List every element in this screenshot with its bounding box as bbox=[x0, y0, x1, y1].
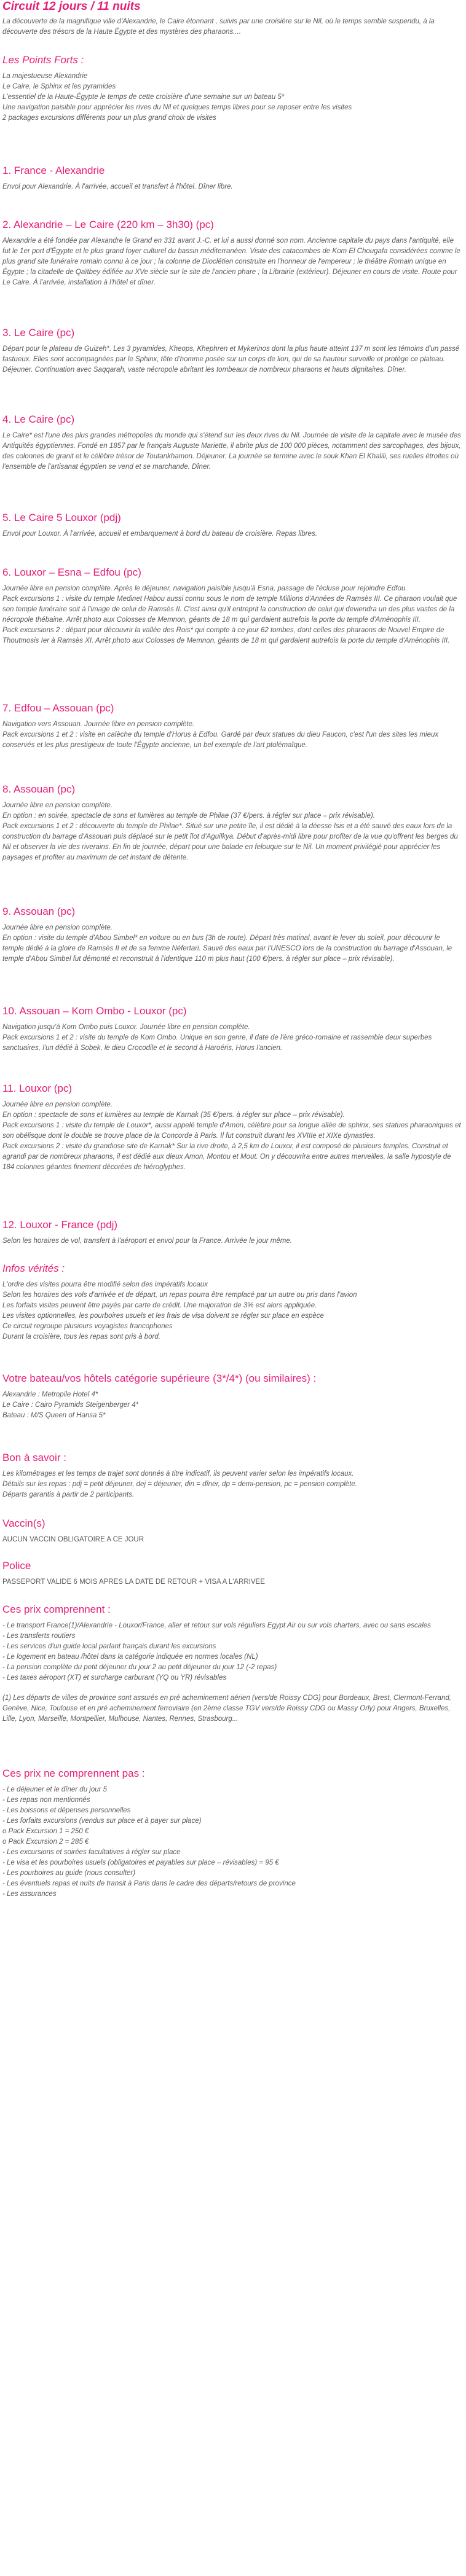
day-paragraph: Le Caire* est l'une des plus grandes métropoles du monde qui s'étend sur les deux rives du Nil. Journée de visite de la capitale avec le musée des Antiquités égyptiennes. Fondé en 1857 par le français Auguste Mariette, il abrite plus de 100 000 pièces, notamment des sarcophages, des bijoux, des colonnes de granit et le célèbre trésor de Toutankhamon. Déjeuner. La journée se termine avec le souk Khan El Khalili, ses ruelles étroites où l'ensemble de l'artisanat égyptien se vend et se marchande. Dîner. bbox=[2, 432, 461, 471]
ne-comprend-pas-section bbox=[2, 1768, 462, 1900]
hotel-line: Le Caire : Cairo Pyramids Steigenberger 4* bbox=[2, 1401, 139, 1409]
hotels-section bbox=[2, 1372, 462, 1421]
infos-line: L'ordre des visites pourra être modifié selon des impératifs locaux bbox=[2, 1281, 208, 1288]
day-paragraph: En option : en soirée, spectacle de sons et lumières au temple de Philae (37 €/pers. à régler sur place – prix révisable). bbox=[2, 812, 375, 820]
day-heading: 12. Louxor - France (pdj) bbox=[2, 1219, 118, 1231]
infos-section bbox=[2, 1263, 462, 1342]
comprend-line: - Les services d'un guide local parlant français durant les excursions bbox=[2, 1643, 216, 1650]
infos-line: Les forfaits visites peuvent être payés par carte de crédit. Une majoration de 3% est alors appliquée. bbox=[2, 1302, 317, 1309]
day-8 bbox=[2, 783, 462, 863]
day-paragraph: Journée libre en pension complète. bbox=[2, 1101, 113, 1108]
hotels-list bbox=[2, 1390, 462, 1421]
ne-comprend-pas-line: - Le visa et les pourboires usuels (obligatoires et payables sur place – révisables) = 95 € bbox=[2, 1859, 279, 1866]
comprend-heading: Ces prix comprennent : bbox=[2, 1603, 111, 1615]
day-paragraph: Pack excursions 1 et 2 : visite en calèche du temple d'Horus à Edfou. Gardé par deux statues du dieu Faucon, c'est l'un des sites les mieux conservés et les plus prestigieux de toute l'Égypte ancienne, un bel exemple de l'art ptolémaïque. bbox=[2, 731, 439, 749]
ne-comprend-pas-list bbox=[2, 1785, 462, 1900]
hotel-line: Bateau : M/S Queen of Hansa 5* bbox=[2, 1412, 106, 1419]
day-11 bbox=[2, 1082, 462, 1173]
day-6 bbox=[2, 566, 462, 646]
points-forts-item: Une navigation paisible pour apprécier les rives du Nil et quelques temps libres pour se reposer entre les visites bbox=[2, 104, 352, 111]
ne-comprend-pas-line: - Les repas non mentionnés bbox=[2, 1796, 90, 1804]
day-1 bbox=[2, 165, 462, 192]
day-paragraph: Pack excursions 1 et 2 : découverte du temple de Philae*. Situé sur une petite île, il est dédié à la déesse Isis et a été sauvé des eaux lors de la construction du barrage d'Assouan puis déplacé sur le petit îlot d'Aguilkya. Début d'après-midi libre pour profiter de la vue qu'offrent les berges du Nil et observer la vie des riverains. En fin de journée, départ pour une balade en felouque sur le Nil. Un moment privilégié pour apprécier les paysages et profiter au maximum de cet instant de détente. bbox=[2, 823, 458, 861]
points-forts-item: L'essentiel de la Haute-Égypte le temps de cette croisière d'une semaine sur un bateau 5* bbox=[2, 93, 285, 101]
day-heading: 8. Assouan (pc) bbox=[2, 783, 76, 795]
ne-comprend-pas-line: - Les pourboires au guide (nous consulter) bbox=[2, 1869, 136, 1877]
comprend-list bbox=[2, 1621, 462, 1683]
day-paragraph: Envol pour Louxor. À l'arrivée, accueil et embarquement à bord du bateau de croisière. Repas libres. bbox=[2, 530, 317, 538]
bon-a-savoir-line: Départs garantis à partir de 2 participants. bbox=[2, 1491, 135, 1498]
day-paragraph: Journée libre en pension complète. bbox=[2, 924, 113, 931]
day-paragraph: Alexandrie a été fondée par Alexandre le Grand en 331 avant J.-C. et lui a aussi donné son nom. Ancienne capitale du pays dans l'antiquité, elle fut le 1er port d'Égypte et le plus grand foyer culturel du bassin méditerranéen. Visite des catacombes de Kom El Chougafa considérées comme le plus grand site funéraire romain connu à ce jour ; la colonne de Dioclétien construite en l'honneur de l'empereur ; le théâtre Romain unique en Égypte ; la citadelle de Qaïtbey édifiée au XVe siècle sur le site de l'ancien phare ; la Librairie (extérieur). Déjeuner en cours de visite. Route pour Le Caire. À l'arrivée, installation à l'hôtel et dîner. bbox=[2, 237, 460, 286]
hotels-heading: Votre bateau/vos hôtels catégorie supérieure (3*/4*) (ou similaires) : bbox=[2, 1372, 317, 1384]
day-paragraph: Pack excursions 1 et 2 : visite du temple de Kom Ombo. Unique en son genre, il date de l'ère gréco-romaine et rassemble deux superbes sanctuaires, l'un dédié à Sobek, le dieu Crocodile et le second à Haroéris, Horus l'ancien. bbox=[2, 1034, 432, 1052]
points-forts-section bbox=[2, 54, 462, 123]
infos-line: Durant la croisière, tous les repas sont pris à bord. bbox=[2, 1333, 160, 1341]
points-forts-list bbox=[2, 71, 462, 123]
infos-heading: Infos vérités : bbox=[2, 1263, 65, 1274]
comprend-line: - Les taxes aéroport (XT) et surcharge carburant (YQ ou YR) révisables bbox=[2, 1674, 227, 1681]
police-section bbox=[2, 1560, 462, 1587]
day-paragraph: Selon les horaires de vol, transfert à l'aéroport et envol pour la France. Arrivée le jour même. bbox=[2, 1237, 292, 1245]
bon-a-savoir-heading: Bon à savoir : bbox=[2, 1452, 66, 1463]
day-paragraph: Pack excursions 2 : départ pour découvrir la vallée des Rois* qui compte à ce jour 62 tombes, dont celles des pharaons de Nouvel Empire de Thoutmosis Ier à Ramsès XI. Arrêt photo aux Colosses de Memnon, géants de 18 m qui gardaient autrefois la porte du temple d'Aménophis III. bbox=[2, 627, 450, 644]
day-heading: 7. Edfou – Assouan (pc) bbox=[2, 702, 114, 714]
day-paragraph: En option : spectacle de sons et lumières au temple de Karnak (35 €/pers. à régler sur place – prix révisable). bbox=[2, 1111, 345, 1119]
ne-comprend-pas-line: - Le déjeuner et le dîner du jour 5 bbox=[2, 1786, 108, 1793]
comprend-line: - Les transferts routiers bbox=[2, 1632, 76, 1640]
day-2 bbox=[2, 219, 462, 288]
day-heading: 11. Louxor (pc) bbox=[2, 1082, 73, 1094]
day-paragraph: Navigation jusqu'à Kom Ombo puis Louxor. Journée libre en pension complète. bbox=[2, 1024, 250, 1031]
trip-intro: La découverte de la magnifique ville d'Alexandrie, le Caire étonnant , suivis par une croisière sur le Nil, où le temps semble suspendu, à la découverte des trésors de la Haute Égypte et des mystères des pharaons.... bbox=[2, 18, 435, 36]
ne-comprend-pas-line: o Pack Excursion 2 = 285 € bbox=[2, 1838, 89, 1846]
day-paragraph: Journée libre en pension complète. bbox=[2, 802, 113, 809]
vaccins-text: AUCUN VACCIN OBLIGATOIRE A CE JOUR bbox=[2, 1536, 144, 1543]
day-9 bbox=[2, 906, 462, 965]
ne-comprend-pas-heading: Ces prix ne comprennent pas : bbox=[2, 1768, 145, 1779]
day-paragraph: Pack excursions 1 : visite du temple de Louxor*, aussi appelé temple d'Amon, célèbre pour sa longue allée de sphinx, ses statues pharaoniques et son obélisque dont le double se trouve place de la Concorde à Paris. Il fut construit durant les XVIIIe et XIXe dynasties. bbox=[2, 1122, 461, 1140]
trip-title: Circuit 12 jours / 11 nuits bbox=[2, 0, 141, 13]
comprend-section bbox=[2, 1603, 462, 1725]
trip-header bbox=[2, 1, 462, 37]
day-heading: 2. Alexandrie – Le Caire (220 km – 3h30) (pc) bbox=[2, 219, 214, 230]
day-5 bbox=[2, 512, 462, 539]
ne-comprend-pas-line: - Les excursions et soirées facultatives à régler sur place bbox=[2, 1849, 181, 1856]
day-4 bbox=[2, 413, 462, 472]
ne-comprend-pas-line: o Pack Excursion 1 = 250 € bbox=[2, 1828, 89, 1835]
bon-a-savoir-line: Détails sur les repas : pdj = petit déjeuner, dej = déjeuner, din = dîner, dp = demi-pension, pc = pension complète. bbox=[2, 1481, 357, 1488]
points-forts-item: Le Caire, le Sphinx et les pyramides bbox=[2, 83, 116, 90]
ne-comprend-pas-line: - Les assurances bbox=[2, 1890, 57, 1898]
day-paragraph: En option : visite du temple d'Abou Simbel* en voiture ou en bus (3h de route). Départ très matinal, avant le lever du soleil, pour découvrir le temple dédié à la gloire de Ramsès II et de sa femme Néfertari. Sauvé des eaux par l'UNESCO lors de la construction du barrage d'Assouan, le temple d'Abou Simbel fut démonté et reconstruit à l'identique 110 m plus haut (100 €/pers. à régler sur place – prix révisable). bbox=[2, 934, 452, 963]
day-paragraph: Journée libre en pension complète. Après le déjeuner, navigation paisible jusqu'à Esna, passage de l'écluse pour rejoindre Edfou. bbox=[2, 585, 408, 592]
vaccins-section bbox=[2, 1517, 462, 1545]
day-heading: 10. Assouan – Kom Ombo - Louxor (pc) bbox=[2, 1005, 187, 1017]
comprend-line: - Le logement en bateau /hôtel dans la catégorie indiquée en normes locales (NL) bbox=[2, 1653, 258, 1661]
day-12 bbox=[2, 1219, 462, 1247]
bon-a-savoir-line: Les kilométrages et les temps de trajet sont donnés à titre indicatif, ils peuvent varier selon les impératifs locaux. bbox=[2, 1470, 354, 1478]
comprend-line: - Le transport France(1)/Alexandrie - Louxor/France, aller et retour sur vols réguliers Egypt Air ou sur vols charters, avec ou sans escales bbox=[2, 1622, 431, 1629]
ne-comprend-pas-line: - Les éventuels repas et nuits de transit à Paris dans le cadre des départs/retours de province bbox=[2, 1880, 296, 1887]
day-heading: 1. France - Alexandrie bbox=[2, 165, 105, 176]
infos-line: Selon les horaires des vols d'arrivée et de départ, un repas pourra être remplacé par un autre ou pris dans l'avion bbox=[2, 1291, 357, 1299]
hotel-line: Alexandrie : Metropile Hotel 4* bbox=[2, 1391, 98, 1398]
day-heading: 4. Le Caire (pc) bbox=[2, 413, 75, 425]
points-forts-item: La majestueuse Alexandrie bbox=[2, 72, 88, 80]
ne-comprend-pas-line: - Les forfaits excursions (vendus sur place et à payer sur place) bbox=[2, 1817, 202, 1825]
ne-comprend-pas-line: - Les boissons et dépenses personnelles bbox=[2, 1807, 131, 1814]
infos-line: Les visites optionnelles, les pourboires usuels et les frais de visa doivent se régler sur place en espèce bbox=[2, 1312, 324, 1320]
points-forts-heading: Les Points Forts : bbox=[2, 54, 84, 66]
day-heading: 9. Assouan (pc) bbox=[2, 906, 76, 917]
day-paragraph: Navigation vers Assouan. Journée libre en pension complète. bbox=[2, 721, 195, 728]
day-heading: 6. Louxor – Esna – Edfou (pc) bbox=[2, 566, 141, 578]
day-heading: 5. Le Caire 5 Louxor (pdj) bbox=[2, 512, 121, 523]
day-10 bbox=[2, 1005, 462, 1054]
police-heading: Police bbox=[2, 1560, 31, 1572]
day-paragraph: Pack excursions 2 : visite du grandiose site de Karnak* Sur la rive droite, à 2,5 km de Louxor, il est composé de plusieurs temples. Construit et agrandi par de nombreux pharaons, il est dédié aux dieux Amon, Montou et Mout. On y découvrira entre autres merveilles, la salle hypostyle de 184 colonnes géantes finement décorées de hiéroglyphes. bbox=[2, 1143, 451, 1171]
day-7 bbox=[2, 702, 462, 751]
comprend-line: - La pension complète du petit déjeuner du jour 2 au petit déjeuner du jour 12 (-2 repas) bbox=[2, 1664, 277, 1671]
bon-a-savoir-section bbox=[2, 1452, 462, 1500]
infos-list bbox=[2, 1280, 462, 1342]
comprend-note: (1) Les départs de villes de province sont assurés en pré acheminement aérien (vers/de Roissy CDG) pour Bordeaux, Brest, Clermont-Ferrand, Genève, Nice, Toulouse et en pré acheminement ferroviaire (en 2ème classe TGV vers/de Roissy CDG ou Massy Orly) pour Angers, Bruxelles, Lille, Lyon, Marseille, Montpellier, Mulhouse, Nantes, Rennes, Strasbourg... bbox=[2, 1694, 451, 1723]
day-paragraph: Pack excursions 1 : visite du temple Medinet Habou aussi connu sous le nom de temple Millions d'Années de Ramsès III. Ce pharaon voulait que son temple funéraire soit à l'image de celui de Ramsès II. C'est ainsi qu'il entreprit la construction de celui qui deviendra un des plus vastes de la nécropole thébaine. Arrêt photo aux Colosses de Memnon, géants de 18 m qui gardaient autrefois la porte du temple d'Aménophis III. bbox=[2, 595, 457, 624]
vaccins-heading: Vaccin(s) bbox=[2, 1517, 45, 1529]
infos-line: Ce circuit regroupe plusieurs voyagistes francophones bbox=[2, 1323, 173, 1330]
day-heading: 3. Le Caire (pc) bbox=[2, 327, 75, 339]
day-paragraph: Envol pour Alexandrie. À l'arrivée, accueil et transfert à l'hôtel. Dîner libre. bbox=[2, 183, 233, 190]
points-forts-item: 2 packages excursions différents pour un plus grand choix de visites bbox=[2, 114, 216, 122]
day-paragraph: Départ pour le plateau de Guizeh*. Les 3 pyramides, Kheops, Khephren et Mykerinos dont la plus haute atteint 137 m sont les témoins d'un passé fastueux. Elles sont accompagnées par le Sphinx, tête d'homme posée sur un corps de lion, qui de sa hauteur surveille et protège ce plateau. Déjeuner. Continuation avec Saqqarah, vaste nécropole abritant les tombeaux de nombreux pharaons et hauts dignitaires. Dîner. bbox=[2, 345, 460, 374]
bon-a-savoir-list bbox=[2, 1469, 462, 1500]
police-text: PASSEPORT VALIDE 6 MOIS APRES LA DATE DE RETOUR + VISA A L'ARRIVEE bbox=[2, 1578, 265, 1586]
day-3 bbox=[2, 327, 462, 375]
